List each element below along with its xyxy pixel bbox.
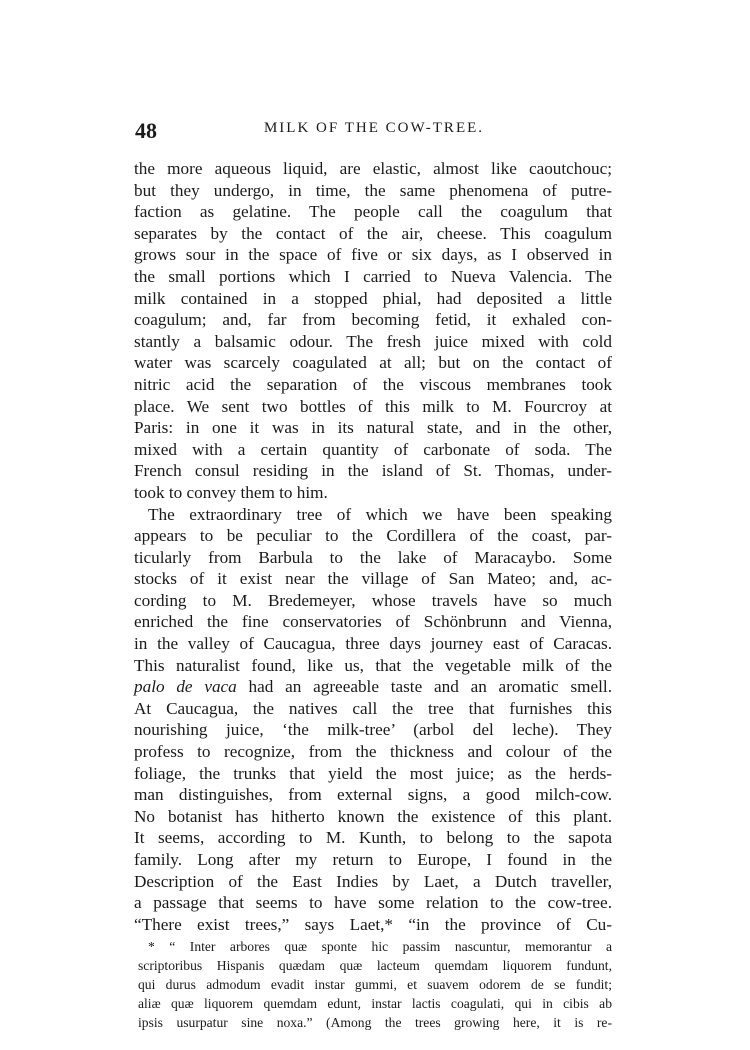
text-line: milk contained in a stopped phial, had deposited a little <box>134 288 612 308</box>
text-line: The extraordinary tree of which we have been speaking <box>148 504 612 524</box>
text-line: place. We sent two bottles of this milk to M. Fourcroy at <box>134 396 612 416</box>
text-line: grows sour in the space of five or six days, as I observed in <box>134 245 612 265</box>
paragraph-2 <box>134 504 612 936</box>
text-fragment: had an agreeable taste and an aromatic smell. <box>236 677 612 697</box>
paragraph-1 <box>134 158 612 504</box>
text-line: coagulum; and, far from becoming fetid, it exhaled con- <box>134 310 612 330</box>
page-number: 48 <box>135 118 157 143</box>
footnote-line: aliæ quæ liquorem quemdam edunt, instar lactis coagulati, qui in cibis ab <box>138 996 612 1011</box>
text-line: the more aqueous liquid, are elastic, almost like caoutchouc; <box>134 159 612 178</box>
text-line: nitric acid the separation of the viscous membranes took <box>134 374 612 394</box>
text-line: appears to be peculiar to the Cordillera of the coast, par- <box>134 526 612 546</box>
text-line: but they undergo, in time, the same phenomena of putre- <box>134 180 612 200</box>
footnote-line: qui durus admodum evadit instar gummi, et suavem odorem de se fundit; <box>138 977 612 992</box>
text-line: man distinguishes, from external signs, a good milch-cow. <box>134 785 612 805</box>
text-line: At Caucagua, the natives call the tree that furnishes this <box>134 698 612 718</box>
text-line: cording to M. Bredemeyer, whose travels have so much <box>134 590 612 610</box>
text-line: faction as gelatine. The people call the coagulum that <box>134 202 612 222</box>
text-line: No botanist has hitherto known the existence of this plant. <box>134 806 612 826</box>
text-line: in the valley of Caucagua, three days journey east of Caracas. <box>134 634 612 654</box>
text-line: mixed with a certain quantity of carbonate of soda. The <box>134 439 612 459</box>
text-line: took to convey them to him. <box>134 482 328 502</box>
body-text <box>134 158 612 935</box>
text-line: Paris: in one it was in its natural state, and in the other, <box>134 418 612 438</box>
text-line: “There exist trees,” says Laet,* “in the province of Cu- <box>134 914 612 934</box>
text-line: stantly a balsamic odour. The fresh juice mixed with cold <box>134 331 612 351</box>
text-line: foliage, the trunks that yield the most juice; as the herds- <box>134 763 612 783</box>
text-line: This naturalist found, like us, that the vegetable milk of the <box>134 655 612 675</box>
text-line: water was scarcely coagulated at all; but on the contact of <box>134 353 612 373</box>
text-line: enriched the fine conservatories of Schönbrunn and Vienna, <box>134 612 612 632</box>
italic-term: palo de vaca <box>134 677 237 697</box>
text-line: profess to recognize, from the thickness and colour of the <box>134 742 612 762</box>
footnote-line: * “ Inter arbores quæ sponte hic passim nascuntur, memorantur a <box>148 939 612 954</box>
page-header <box>135 118 613 142</box>
footnote-line: ipsis usurpatur sine noxa.” (Among the trees growing here, it is re- <box>138 1015 612 1030</box>
text-line: nourishing juice, ‘the milk-tree’ (arbol del leche). They <box>134 720 612 740</box>
text-line: Description of the East Indies by Laet, a Dutch traveller, <box>134 871 612 891</box>
text-line: It seems, according to M. Kunth, to belong to the sapota <box>134 828 612 848</box>
text-line: ticularly from Barbula to the lake of Maracaybo. Some <box>134 547 612 567</box>
text-line: the small portions which I carried to Nueva Valencia. The <box>134 266 612 286</box>
text-line: a passage that seems to have some relation to the cow-tree. <box>134 893 612 913</box>
text-line: stocks of it exist near the village of San Mateo; and, ac- <box>134 569 612 589</box>
text-line: separates by the contact of the air, cheese. This coagulum <box>134 223 612 243</box>
running-title: MILK OF THE COW-TREE. <box>263 120 485 136</box>
text-line-with-italic <box>134 676 612 698</box>
text-line: French consul residing in the island of St. Thomas, under- <box>134 461 612 481</box>
text-line: family. Long after my return to Europe, I found in the <box>134 850 612 869</box>
footnote-line: scriptoribus Hispanis quædam quæ lacteum quemdam liquorem fundunt, <box>138 958 612 973</box>
footnote <box>138 937 612 1032</box>
